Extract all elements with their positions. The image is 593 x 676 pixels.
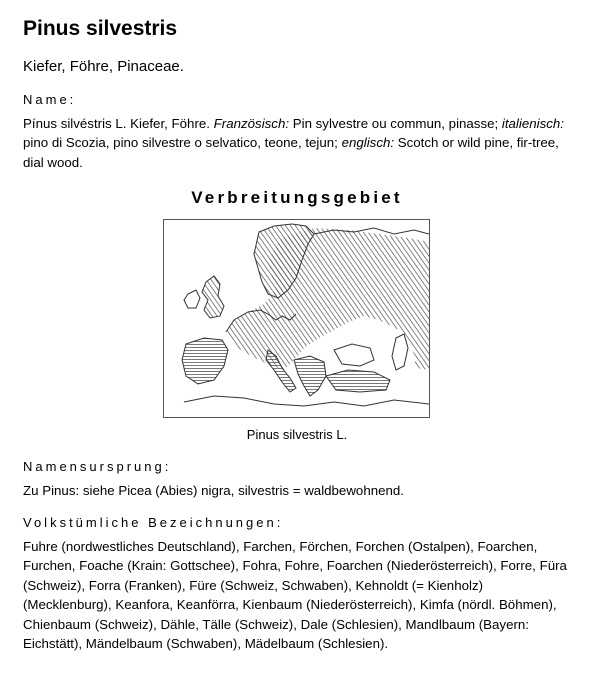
- name-heading: Name:: [23, 92, 77, 107]
- vernacular-heading: Volkstümliche Bezeichnungen:: [23, 515, 284, 530]
- map-title: Verbreitungsgebiet: [191, 188, 403, 207]
- name-text-part: Pínus silvéstris L. Kiefer, Föhre.: [23, 116, 214, 131]
- iberia: [182, 338, 228, 384]
- page-subtitle: Kiefer, Föhre, Pinaceae.: [23, 58, 184, 75]
- name-text: [23, 114, 571, 172]
- distribution-map: [163, 219, 430, 418]
- vernacular-text: Fuhre (nordwestliches Deutschland), Farchen, Förchen, Forchen (Ostalpen), Foarchen, Furchen, Foache (Krain: Gottschee), Fohra, Fohre, Foarchen (Niederösterreich), Forre, Füra (Schweiz), Forra (Franken), Füre (Schweiz, Schwaben), Kehnoldt (= Kienholz) (Mecklenburg), Keanfora, Keanförra, Kienbaum (Niederösterreich), Kimfa (nördl. Böhmen), Chienbaum (Schweiz), Dähle, Tälle (Schweiz), Dale (Schlesien), Mandlbaum (Bayern: Eichstätt), Mändelbaum (Schwaben), Mädelbaum (Schlesien).: [23, 539, 567, 652]
- name-text-part-italic: italienisch:: [501, 116, 564, 131]
- origin-text: Zu Pinus: siehe Picea (Abies) nigra, silvestris = waldbewohnend.: [23, 483, 404, 498]
- map-caption: Pinus silvestris L.: [246, 427, 348, 442]
- north-africa-coast: [184, 396, 429, 406]
- name-text-part-italic: englisch:: [341, 135, 395, 151]
- name-text-part: pino di Scozia, pino silvestre o selvatico, teone, tejun;: [23, 135, 342, 151]
- great-britain: [202, 276, 224, 318]
- asia-minor: [326, 370, 390, 392]
- balkans: [294, 356, 326, 396]
- distribution-map-image: [164, 220, 429, 417]
- name-text-part: Pin sylvestre ou commun, pinasse;: [289, 116, 502, 131]
- black-sea: [334, 344, 374, 366]
- name-text-part: Scotch or wild pine, fir-tree, dial wood.: [23, 135, 559, 170]
- page-title: Pinus silvestris: [23, 17, 178, 40]
- caspian-sea: [392, 334, 408, 370]
- ireland: [184, 290, 200, 308]
- origin-heading: Namensursprung:: [23, 459, 172, 474]
- name-text-part-italic: Französisch:: [213, 116, 290, 131]
